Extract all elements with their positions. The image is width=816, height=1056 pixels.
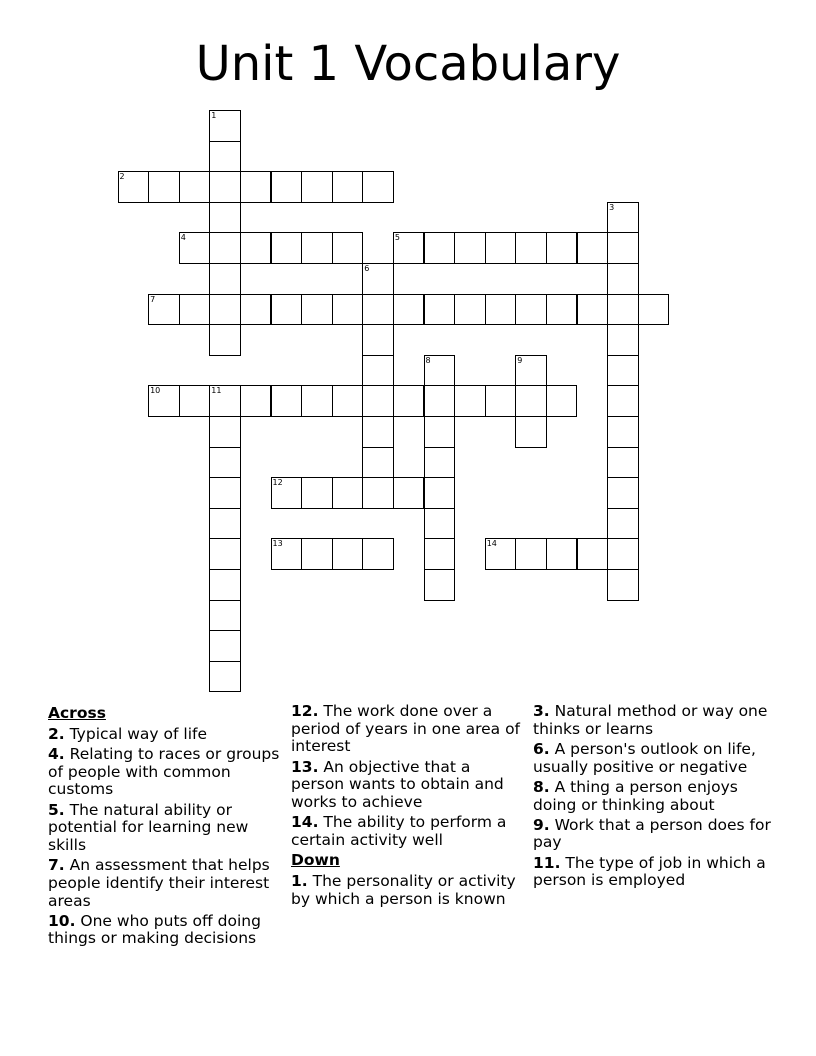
grid-cell[interactable] bbox=[362, 477, 394, 509]
grid-cell[interactable] bbox=[209, 661, 241, 693]
grid-cell[interactable] bbox=[362, 447, 394, 479]
clue-text: Relating to races or groups of people with common customs bbox=[48, 744, 280, 799]
grid-cell[interactable] bbox=[271, 477, 303, 509]
grid-cell[interactable] bbox=[424, 508, 456, 540]
grid-cell[interactable] bbox=[209, 385, 241, 417]
grid-cell[interactable] bbox=[485, 538, 517, 570]
grid-cell[interactable] bbox=[485, 294, 517, 326]
clue-text: A person's outlook on life, usually positive or negative bbox=[533, 739, 756, 776]
grid-cell[interactable] bbox=[454, 294, 486, 326]
grid-cell[interactable] bbox=[209, 110, 241, 142]
clue-start-number: 2 bbox=[119, 172, 125, 182]
clue-down-11 bbox=[533, 855, 773, 890]
grid-cell[interactable] bbox=[209, 600, 241, 632]
grid-cell[interactable] bbox=[271, 294, 303, 326]
clue-text: The natural ability or potential for learning new skills bbox=[48, 800, 249, 854]
clue-start-number: 5 bbox=[394, 233, 400, 243]
grid-cell[interactable] bbox=[607, 538, 639, 570]
grid-cell[interactable] bbox=[393, 385, 425, 417]
clue-number: 14. bbox=[291, 813, 319, 832]
grid-cell[interactable] bbox=[271, 232, 303, 264]
clue-number: 4. bbox=[48, 744, 65, 763]
clue-text: Natural method or way one thinks or learns bbox=[533, 702, 768, 738]
grid-cell[interactable] bbox=[240, 171, 272, 203]
grid-cell[interactable] bbox=[209, 508, 241, 540]
clue-number: 5. bbox=[48, 800, 65, 819]
clue-text: One who puts off doing things or making decisions bbox=[48, 911, 261, 948]
down-heading: Down bbox=[291, 851, 340, 870]
grid-cell[interactable] bbox=[485, 232, 517, 264]
grid-cell[interactable] bbox=[332, 294, 364, 326]
grid-cell[interactable] bbox=[240, 294, 272, 326]
grid-cell[interactable] bbox=[607, 355, 639, 387]
grid-cell[interactable] bbox=[271, 538, 303, 570]
grid-cell[interactable] bbox=[607, 232, 639, 264]
grid-cell[interactable] bbox=[332, 538, 364, 570]
clue-text: The type of job in which a person is employed bbox=[533, 853, 766, 890]
grid-cell[interactable] bbox=[362, 171, 394, 203]
grid-cell[interactable] bbox=[577, 232, 609, 264]
grid-cell[interactable] bbox=[546, 538, 578, 570]
grid-cell[interactable] bbox=[607, 508, 639, 540]
clue-start-number: 10 bbox=[150, 386, 161, 396]
clue-start-number: 11 bbox=[211, 386, 222, 396]
grid-cell[interactable] bbox=[607, 263, 639, 295]
grid-cell[interactable] bbox=[424, 447, 456, 479]
grid-cell[interactable] bbox=[209, 416, 241, 448]
clue-start-number: 4 bbox=[180, 233, 186, 243]
clue-start-number: 1 bbox=[211, 111, 217, 120]
clue-down-8 bbox=[533, 779, 773, 814]
clue-across-2 bbox=[48, 726, 283, 744]
grid-cell[interactable] bbox=[515, 385, 547, 417]
grid-cell[interactable] bbox=[179, 385, 211, 417]
grid-cell[interactable] bbox=[424, 477, 456, 509]
grid-cell[interactable] bbox=[301, 232, 333, 264]
clue-text: The work done over a period of years in one area of interest bbox=[291, 702, 521, 756]
grid-cell[interactable] bbox=[393, 294, 425, 326]
grid-cell[interactable] bbox=[148, 385, 180, 417]
grid-cell[interactable] bbox=[179, 232, 211, 264]
clue-down-1 bbox=[291, 873, 527, 908]
grid-cell[interactable] bbox=[148, 294, 180, 326]
clue-number: 1. bbox=[291, 871, 308, 890]
clue-column-2 bbox=[291, 703, 527, 911]
grid-cell[interactable] bbox=[148, 171, 180, 203]
grid-cell[interactable] bbox=[209, 141, 241, 173]
grid-cell[interactable] bbox=[485, 385, 517, 417]
grid-cell[interactable] bbox=[577, 538, 609, 570]
grid-cell[interactable] bbox=[393, 477, 425, 509]
clue-start-number: 13 bbox=[272, 539, 283, 549]
grid-cell[interactable] bbox=[424, 355, 456, 387]
clue-number: 7. bbox=[48, 856, 65, 875]
grid-cell[interactable] bbox=[454, 385, 486, 417]
grid-cell[interactable] bbox=[424, 538, 456, 570]
grid-cell[interactable] bbox=[362, 355, 394, 387]
grid-cell[interactable] bbox=[301, 385, 333, 417]
grid-cell[interactable] bbox=[209, 569, 241, 601]
clue-text: The personality or activity by which a person is known bbox=[291, 871, 516, 908]
clue-start-number: 12 bbox=[272, 478, 283, 488]
grid-cell[interactable] bbox=[362, 538, 394, 570]
grid-cell[interactable] bbox=[607, 385, 639, 417]
clue-number: 10. bbox=[48, 911, 76, 930]
clue-column-3 bbox=[533, 703, 773, 893]
grid-cell[interactable] bbox=[577, 294, 609, 326]
grid-cell[interactable] bbox=[515, 294, 547, 326]
grid-cell[interactable] bbox=[607, 569, 639, 601]
clue-text: An objective that a person wants to obtain and works to achieve bbox=[291, 757, 504, 812]
grid-cell[interactable] bbox=[301, 294, 333, 326]
clue-across-10 bbox=[48, 913, 283, 948]
clue-down-9 bbox=[533, 817, 773, 852]
grid-cell[interactable] bbox=[209, 232, 241, 264]
grid-cell[interactable] bbox=[607, 294, 639, 326]
clue-across-12 bbox=[291, 703, 527, 756]
grid-cell[interactable] bbox=[515, 416, 547, 448]
grid-cell[interactable] bbox=[424, 232, 456, 264]
grid-cell[interactable] bbox=[362, 324, 394, 356]
grid-cell[interactable] bbox=[209, 324, 241, 356]
clue-start-number: 9 bbox=[517, 355, 523, 365]
grid-cell[interactable] bbox=[515, 538, 547, 570]
clue-down-3 bbox=[533, 703, 773, 738]
grid-cell[interactable] bbox=[454, 232, 486, 264]
clue-start-number: 14 bbox=[486, 539, 497, 549]
grid-cell[interactable] bbox=[240, 232, 272, 264]
grid-cell[interactable] bbox=[424, 385, 456, 417]
across-heading: Across bbox=[48, 704, 106, 722]
clue-text: An assessment that helps people identify their interest areas bbox=[48, 856, 270, 910]
clue-column-1 bbox=[48, 703, 283, 951]
grid-cell[interactable] bbox=[179, 294, 211, 326]
grid-cell[interactable] bbox=[546, 385, 578, 417]
clue-number: 12. bbox=[291, 702, 319, 720]
grid-cell[interactable] bbox=[393, 232, 425, 264]
grid-cell[interactable] bbox=[301, 171, 333, 203]
grid-cell[interactable] bbox=[332, 385, 364, 417]
grid-cell[interactable] bbox=[209, 447, 241, 479]
grid-cell[interactable] bbox=[515, 232, 547, 264]
clue-start-number: 8 bbox=[425, 355, 431, 365]
grid-cell[interactable] bbox=[362, 294, 394, 326]
grid-cell[interactable] bbox=[301, 477, 333, 509]
clue-across-7 bbox=[48, 857, 283, 910]
grid-cell[interactable] bbox=[424, 569, 456, 601]
grid-cell[interactable] bbox=[209, 477, 241, 509]
grid-cell[interactable] bbox=[607, 447, 639, 479]
grid-cell[interactable] bbox=[332, 171, 364, 203]
clue-number: 11. bbox=[533, 853, 561, 872]
grid-cell[interactable] bbox=[332, 232, 364, 264]
clue-text: Typical way of life bbox=[69, 724, 207, 743]
clue-number: 8. bbox=[533, 777, 550, 796]
clue-down-6 bbox=[533, 741, 773, 776]
clue-start-number: 6 bbox=[364, 264, 370, 273]
clue-text: The ability to perform a certain activity well bbox=[291, 813, 507, 849]
clue-start-number: 7 bbox=[150, 294, 156, 304]
grid-cell[interactable] bbox=[362, 416, 394, 448]
grid-cell[interactable] bbox=[179, 171, 211, 203]
clue-text: Work that a person does for pay bbox=[533, 815, 771, 852]
grid-cell[interactable] bbox=[209, 263, 241, 295]
clue-across-4 bbox=[48, 746, 283, 799]
clue-number: 6. bbox=[533, 739, 550, 758]
clue-across-14 bbox=[291, 814, 527, 849]
grid-cell[interactable] bbox=[424, 416, 456, 448]
grid-cell[interactable] bbox=[546, 294, 578, 326]
grid-cell[interactable] bbox=[209, 630, 241, 662]
grid-cell[interactable] bbox=[607, 324, 639, 356]
grid-cell[interactable] bbox=[515, 355, 547, 387]
grid-cell[interactable] bbox=[209, 538, 241, 570]
clue-across-13 bbox=[291, 759, 527, 812]
page-title: Unit 1 Vocabulary bbox=[195, 36, 621, 92]
grid-cell[interactable] bbox=[209, 294, 241, 326]
clue-text: A thing a person enjoys doing or thinking about bbox=[533, 777, 738, 814]
clue-number: 3. bbox=[533, 702, 550, 720]
grid-cell[interactable] bbox=[362, 385, 394, 417]
clue-number: 13. bbox=[291, 757, 319, 776]
clue-across-5 bbox=[48, 802, 283, 855]
grid-cell[interactable] bbox=[546, 232, 578, 264]
grid-cell[interactable] bbox=[607, 477, 639, 509]
grid-cell[interactable] bbox=[118, 171, 150, 203]
grid-cell[interactable] bbox=[301, 538, 333, 570]
grid-cell[interactable] bbox=[209, 202, 241, 234]
grid-cell[interactable] bbox=[332, 477, 364, 509]
grid-cell[interactable] bbox=[607, 416, 639, 448]
grid-cell[interactable] bbox=[424, 294, 456, 326]
grid-cell[interactable] bbox=[607, 202, 639, 234]
clue-start-number: 3 bbox=[609, 202, 615, 212]
grid-cell[interactable] bbox=[271, 171, 303, 203]
grid-cell[interactable] bbox=[240, 385, 272, 417]
clue-number: 9. bbox=[533, 815, 550, 834]
clue-number: 2. bbox=[48, 724, 65, 743]
grid-cell[interactable] bbox=[271, 385, 303, 417]
grid-cell[interactable] bbox=[209, 171, 241, 203]
grid-cell[interactable] bbox=[638, 294, 670, 326]
grid-cell[interactable] bbox=[362, 263, 394, 295]
